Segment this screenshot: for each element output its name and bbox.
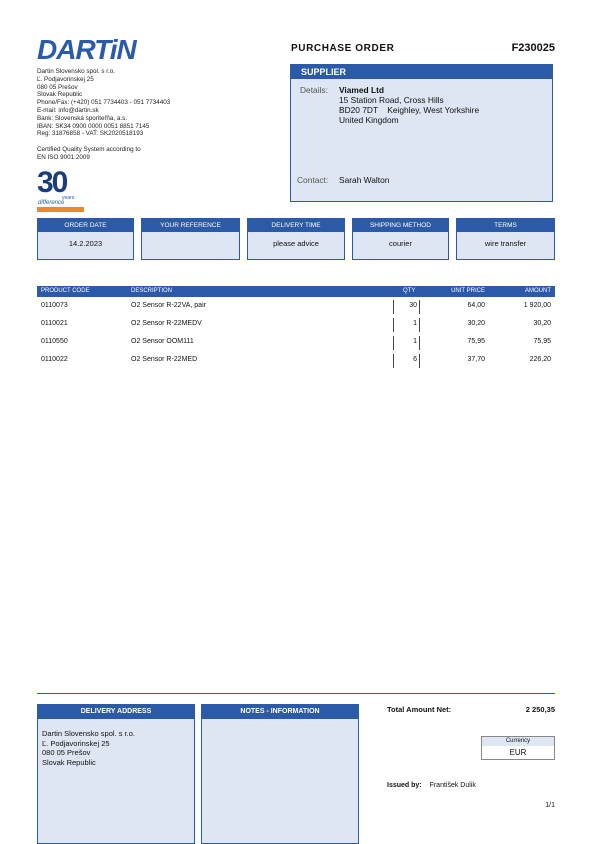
cell-qty: 6 — [393, 354, 420, 368]
delivery-line: Dartin Slovensko spol. s r.o. — [42, 729, 135, 738]
supplier-box — [290, 64, 553, 202]
anniversary-badge — [37, 168, 85, 214]
info-label: TERMS — [457, 219, 554, 232]
cert-line: Certified Quality System according to — [37, 146, 141, 153]
info-delivery-time — [247, 218, 345, 260]
info-order-date — [37, 218, 134, 260]
info-value: please advice — [273, 239, 319, 248]
currency-box — [481, 736, 555, 760]
page-number: 1/1 — [545, 802, 555, 809]
cell-unit-price: 64,00 — [467, 302, 485, 309]
cell-qty: 1 — [393, 318, 420, 332]
supplier-heading: SUPPLIER — [291, 65, 552, 79]
cell-amount: 75,95 — [533, 338, 551, 345]
cell-description: O2 Sensor R-22VA, pair — [131, 302, 206, 309]
badge-text: difference — [38, 200, 65, 206]
delivery-line: 080 05 Prešov — [42, 748, 91, 757]
certification-text — [37, 146, 141, 162]
supplier-name: Viamed Ltd — [339, 85, 384, 95]
info-shipping-method — [352, 218, 449, 260]
company-details — [37, 68, 170, 138]
col-unit-price: UNIT PRICE — [451, 288, 485, 294]
company-line: Reg: 31876858 - VAT: SK2020518193 — [37, 130, 144, 138]
delivery-lines — [38, 719, 194, 767]
cell-description: O2 Sensor R-22MED — [131, 356, 198, 363]
info-terms — [456, 218, 555, 260]
table-row — [37, 302, 555, 320]
cell-code: 0110073 — [41, 302, 68, 309]
company-line: IBAN: SK34 0900 0000 0051 8851 7145 — [37, 122, 150, 130]
badge-bar — [37, 207, 84, 212]
supplier-contact: Sarah Walton — [339, 175, 390, 185]
cell-description: O2 Sensor OOM111 — [131, 338, 194, 345]
document-title: PURCHASE ORDER — [291, 43, 395, 54]
company-line: Slovak Republic — [37, 91, 83, 99]
total-label: Total Amount Net: — [387, 705, 452, 714]
info-label: DELIVERY TIME — [248, 219, 344, 232]
table-header — [37, 286, 555, 297]
company-line: 080 05 Prešov — [37, 83, 78, 91]
cell-code: 0110550 — [41, 338, 68, 345]
notes-heading: NOTES - INFORMATION — [202, 705, 358, 719]
info-value: wire transfer — [484, 239, 527, 248]
contact-label: Contact: — [297, 175, 329, 185]
info-label: SHIPPING METHOD — [353, 219, 448, 232]
info-label: ORDER DATE — [38, 219, 133, 232]
info-label: YOUR REFERENCE — [142, 219, 239, 232]
info-value: courier — [389, 239, 412, 248]
cell-amount: 226,20 — [529, 356, 551, 363]
cell-unit-price: 37,70 — [467, 356, 485, 363]
supplier-address-line: 15 Station Road, Cross Hills — [339, 95, 444, 105]
company-line: E-mail: info@dartin.sk — [37, 106, 99, 114]
cell-code: 0110021 — [41, 320, 68, 327]
delivery-heading: DELIVERY ADDRESS — [38, 705, 194, 719]
col-qty: QTY — [403, 288, 416, 294]
supplier-address-line: BD20 7DT Keighley, West Yorkshire — [339, 105, 480, 115]
footer-divider — [37, 693, 555, 694]
issued-label: Issued by: — [387, 782, 422, 789]
company-line: Bank: Slovenská sporiteľňa, a.s. — [37, 114, 128, 122]
supplier-address-line: United Kingdom — [339, 115, 399, 125]
col-amount: AMOUNT — [525, 288, 551, 294]
company-line: Ľ. Podjavorinskej 25 — [37, 75, 94, 83]
cell-description: O2 Sensor R-22MEDV — [131, 320, 202, 327]
delivery-line: Slovak Republic — [42, 757, 96, 767]
details-label: Details: — [300, 85, 328, 95]
cell-qty: 30 — [393, 300, 420, 314]
info-your-reference — [141, 218, 240, 260]
cell-amount: 1 920,00 — [523, 302, 551, 309]
order-number: F230025 — [511, 42, 555, 54]
info-value: 14.2.2023 — [68, 239, 103, 248]
currency-value: EUR — [509, 748, 527, 757]
table-row — [37, 320, 555, 338]
table-row — [37, 356, 555, 374]
company-line: Phone/Fax: (+420) 051 7734403 - 051 7734403 — [37, 99, 171, 107]
issued-by — [387, 782, 476, 789]
col-description: DESCRIPTION — [131, 288, 173, 294]
company-line: Dartin Slovensko spol. s r.o. — [37, 68, 116, 75]
notes-box — [201, 704, 359, 844]
table-row — [37, 338, 555, 356]
badge-years: years — [62, 195, 75, 201]
company-logo: DARTiN — [37, 34, 136, 65]
cell-amount: 30,20 — [533, 320, 551, 327]
cell-code: 0110022 — [41, 356, 68, 363]
currency-label: Currency — [482, 737, 554, 746]
total-value: 2 250,35 — [525, 705, 555, 714]
delivery-line: Ľ. Podjavorinskej 25 — [42, 738, 110, 748]
cell-unit-price: 75,95 — [467, 338, 485, 345]
cell-qty: 1 — [393, 336, 420, 350]
badge-number: 30 — [37, 166, 67, 199]
cert-line: EN ISO 9001:2009 — [37, 153, 90, 161]
delivery-address-box — [37, 704, 195, 844]
col-product-code: PRODUCT CODE — [41, 288, 90, 294]
cell-unit-price: 30,20 — [467, 320, 485, 327]
issued-name: František Dulik — [429, 782, 476, 789]
